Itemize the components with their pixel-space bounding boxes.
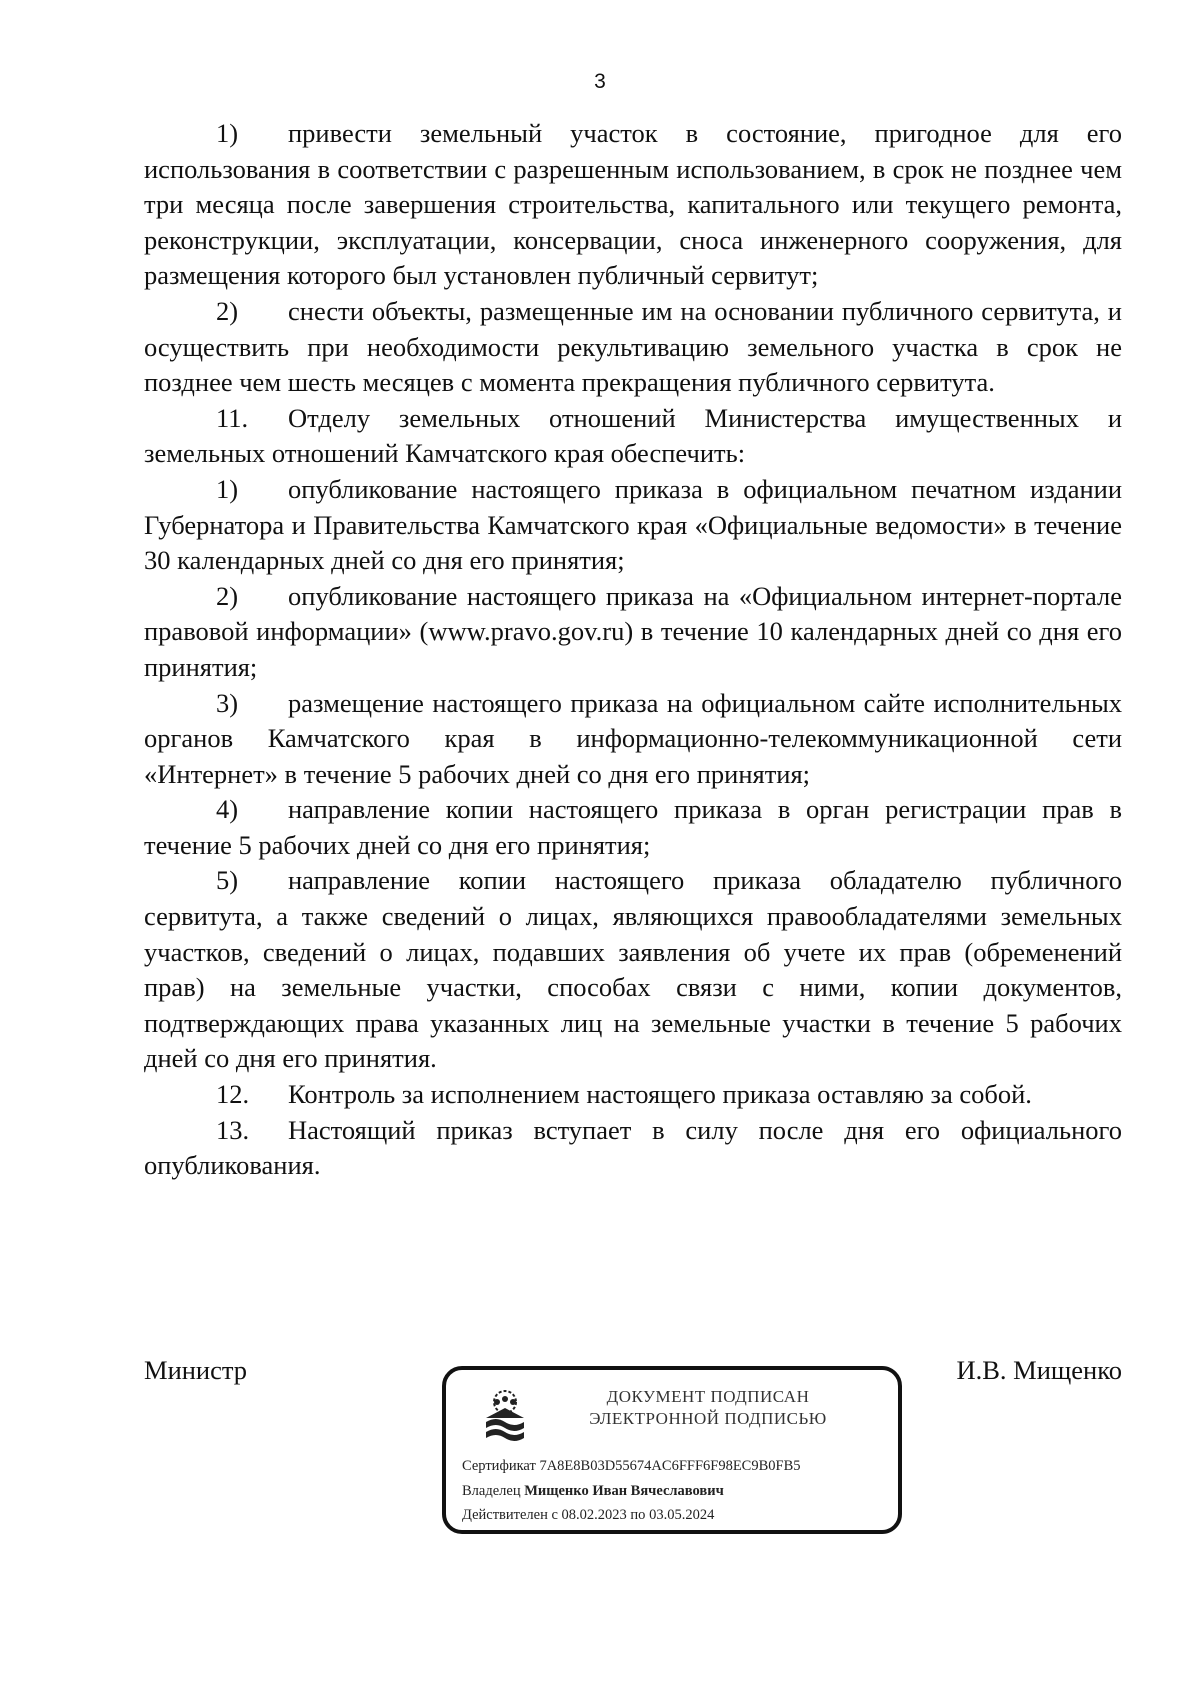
paragraph-number: 13. bbox=[216, 1114, 250, 1145]
paragraph-text: Отделу земельных отношений Министерства имущественных и земельных отношений Камчатского края обеспечить: bbox=[144, 402, 1122, 469]
page-number: 3 bbox=[594, 70, 606, 93]
paragraph bbox=[144, 1113, 1122, 1184]
paragraph-text: направление копии настоящего приказа в орган регистрации прав в течение 5 рабочих дней со дня его принятия; bbox=[144, 794, 1122, 860]
paragraph-number: 2) bbox=[216, 295, 239, 326]
paragraph-number: 1) bbox=[216, 473, 239, 504]
paragraph-number: 4) bbox=[216, 794, 239, 825]
paragraph bbox=[144, 472, 1122, 579]
stamp-heading-line: ДОКУМЕНТ ПОДПИСАН bbox=[606, 1387, 810, 1406]
owner-label: Владелец bbox=[462, 1483, 521, 1499]
stamp-heading-line: ЭЛЕКТРОННОЙ ПОДПИСЬЮ bbox=[589, 1409, 827, 1428]
certificate-label: Сертификат bbox=[462, 1458, 536, 1474]
valid-to: 03.05.2024 bbox=[649, 1507, 715, 1523]
valid-from: 08.02.2023 bbox=[561, 1507, 627, 1523]
paragraph-number: 11. bbox=[216, 402, 249, 433]
paragraph-text: опубликование настоящего приказа на «Официальном интернет-портале правовой информации» (www.pravo.gov.ru) в течение 10 календарных дней со дня его принятия; bbox=[144, 580, 1122, 682]
paragraph-text: привести земельный участок в состояние, пригодное для его использования в соответствии с разрешенным использованием, в срок не позднее чем три месяца после завершения строительства, капитального или текущего ремонта, реконструкции, эксплуатации, консервации, сноса инженерного сооружения, для размещения которого был установлен публичный сервитут; bbox=[144, 118, 1122, 291]
paragraph-text: опубликование настоящего приказа в официальном печатном издании Губернатора и Правительства Камчатского края «Официальные ведомости» в течение 30 календарных дней со дня его принятия; bbox=[144, 473, 1122, 576]
paragraph bbox=[144, 1077, 1122, 1113]
signer-title: Министр bbox=[144, 1355, 248, 1385]
paragraph bbox=[144, 792, 1122, 863]
kamchatka-emblem-icon bbox=[482, 1388, 528, 1444]
paragraph bbox=[144, 686, 1122, 793]
owner-value: Мищенко Иван Вячеславович bbox=[524, 1483, 724, 1499]
paragraph-text: Контроль за исполнением настоящего приказа оставляю за собой. bbox=[288, 1079, 1032, 1110]
document-body bbox=[144, 116, 1122, 1184]
paragraph bbox=[144, 116, 1122, 294]
valid-from-label: с bbox=[551, 1507, 558, 1523]
paragraph bbox=[144, 294, 1122, 401]
paragraph-text: направление копии настоящего приказа обладателю публичного сервитута, а также сведений о лицах, являющихся правообладателями земельных участков, сведений о лицах, подавших заявления об учете их прав (обременений прав) на земельные участки, способах связи с ними, копии документов, подтверждающих права указанных лиц на земельные участки в течение 5 рабочих дней со дня его принятия. bbox=[144, 865, 1122, 1074]
certificate-value: 7A8E8B03D55674AC6FFF6F98EC9B0FB5 bbox=[539, 1458, 801, 1474]
electronic-signature-stamp bbox=[442, 1366, 902, 1534]
paragraph-text: снести объекты, размещенные им на основании публичного сервитута, и осуществить при необходимости рекультивацию земельного участка в срок не позднее чем шесть месяцев с момента прекращения публичного сервитута. bbox=[144, 295, 1122, 398]
paragraph-number: 1) bbox=[216, 118, 239, 148]
signer-name: И.В. Мищенко bbox=[956, 1355, 1122, 1385]
owner-line bbox=[462, 1483, 724, 1500]
paragraph-number: 3) bbox=[216, 687, 239, 718]
paragraph-number: 2) bbox=[216, 580, 239, 611]
stamp-heading bbox=[558, 1386, 858, 1430]
paragraph-text: размещение настоящего приказа на официальном сайте исполнительных органов Камчатского края в информационно-телекоммуникационной сети «Интернет» в течение 5 рабочих дней со дня его принятия; bbox=[144, 687, 1122, 789]
paragraph bbox=[144, 579, 1122, 686]
valid-to-label: по bbox=[630, 1507, 646, 1523]
certificate-line bbox=[462, 1458, 801, 1475]
paragraph-text: Настоящий приказ вступает в силу после дня его официального опубликования. bbox=[144, 1114, 1122, 1181]
paragraph-number: 12. bbox=[216, 1079, 250, 1110]
paragraph bbox=[144, 863, 1122, 1077]
validity-line bbox=[462, 1507, 714, 1524]
valid-label: Действителен bbox=[462, 1507, 548, 1523]
paragraph bbox=[144, 401, 1122, 472]
paragraph-number: 5) bbox=[216, 865, 239, 896]
